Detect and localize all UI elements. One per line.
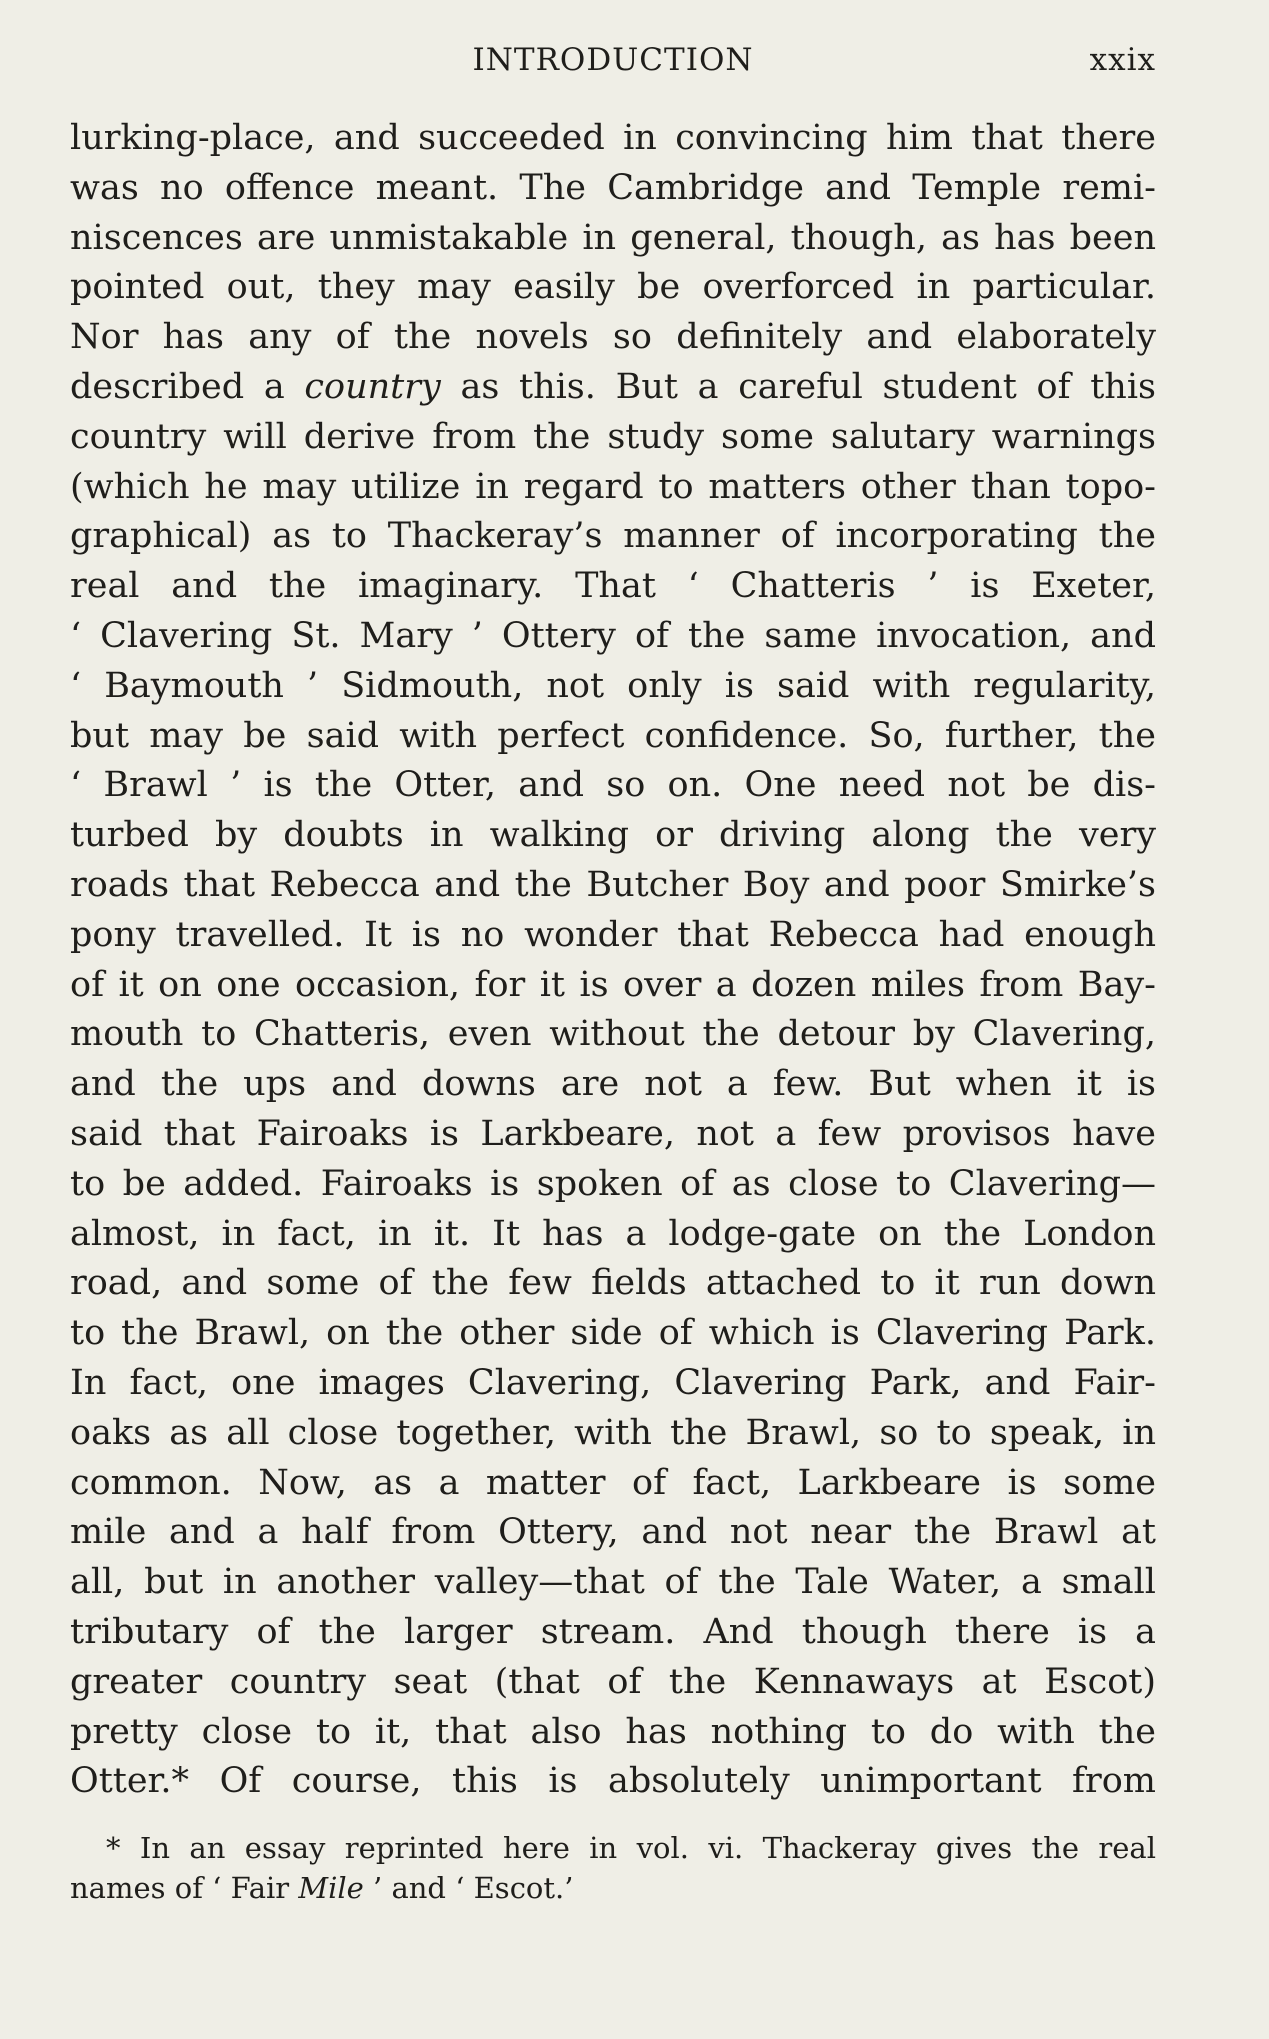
text-line: and the ups and downs are not a few. But when it is	[70, 1064, 1156, 1105]
text-line: common. Now, as a matter of fact, Larkbeare is some	[70, 1462, 1156, 1503]
text-line: pretty close to it, that also has nothing to do with the	[70, 1711, 1156, 1752]
text-line: real and the imaginary. That ‘ Chatteris ’ is Exeter,	[70, 566, 1156, 607]
text-line	[70, 363, 1156, 413]
text-line: to the Brawl, on the other side of which is Clavering Park.	[70, 1313, 1156, 1354]
italic-word: country	[304, 366, 441, 407]
footnote-fragment: names of ‘ Fair	[70, 1871, 290, 1905]
text-line: pointed out, they may easily be overforced in particular.	[70, 267, 1156, 308]
footnote-line	[70, 1868, 1156, 1908]
text-fragment: described a	[70, 366, 285, 407]
text-line: niscences are unmistakable in general, though, as has been	[70, 217, 1156, 258]
text-line: roads that Rebecca and the Butcher Boy and poor Smirke’s	[70, 864, 1156, 905]
text-line: ‘ Clavering St. Mary ’ Ottery of the same invocation, and	[70, 615, 1156, 656]
running-title: INTRODUCTION	[472, 42, 754, 78]
text-line: graphical) as to Thackeray’s manner of incorporating the	[70, 516, 1156, 557]
text-line: but may be said with perfect confidence. So, further, the	[70, 715, 1156, 756]
text-line: greater country seat (that of the Kennaways at Escot)	[70, 1661, 1156, 1702]
text-line: pony travelled. It is no wonder that Rebecca had enough	[70, 914, 1156, 955]
text-line: all, but in another valley—that of the Tale Water, a small	[70, 1562, 1156, 1603]
text-line: Nor has any of the novels so definitely and elaborately	[70, 317, 1156, 358]
text-line: of it on one occasion, for it is over a dozen miles from Bay-	[70, 964, 1156, 1005]
footnote-fragment: ’ and ‘ Escot.’	[373, 1871, 574, 1905]
text-line: turbed by doubts in walking or driving along the very	[70, 815, 1156, 856]
running-head	[70, 40, 1156, 84]
text-line: Otter.* Of course, this is absolutely unimportant from	[70, 1761, 1156, 1802]
text-line: In fact, one images Clavering, Clavering Park, and Fair-	[70, 1362, 1156, 1403]
text-fragment: as this. But a careful student of this	[460, 366, 1156, 407]
text-line: ‘ Brawl ’ is the Otter, and so on. One need not be dis-	[70, 765, 1156, 806]
text-line: tributary of the larger stream. And though there is a	[70, 1611, 1156, 1652]
text-line: ‘ Baymouth ’ Sidmouth, not only is said with regularity,	[70, 665, 1156, 706]
text-line: almost, in fact, in it. It has a lodge-gate on the London	[70, 1213, 1156, 1254]
body-text	[70, 114, 1156, 1807]
text-line: road, and some of the few fields attached to it run down	[70, 1263, 1156, 1304]
text-line: country will derive from the study some salutary warnings	[70, 416, 1156, 457]
text-line: was no offence meant. The Cambridge and Temple remi-	[70, 167, 1156, 208]
footnote	[70, 1828, 1156, 1908]
footnote-italic-word: Mile	[298, 1871, 364, 1905]
text-line: to be added. Fairoaks is spoken of as close to Clavering—	[70, 1163, 1156, 1204]
text-line: mouth to Chatteris, even without the detour by Clavering,	[70, 1014, 1156, 1055]
text-line: (which he may utilize in regard to matters other than topo-	[70, 466, 1156, 507]
text-line: said that Fairoaks is Larkbeare, not a few provisos have	[70, 1113, 1156, 1154]
text-line: lurking-place, and succeeded in convincing him that there	[70, 118, 1156, 158]
text-line: mile and a half from Ottery, and not near the Brawl at	[70, 1512, 1156, 1553]
page-number: xxix	[1089, 42, 1156, 78]
footnote-line: * In an essay reprinted here in vol. vi. Thackeray gives the real	[106, 1831, 1156, 1865]
text-line: oaks as all close together, with the Brawl, so to speak, in	[70, 1412, 1156, 1453]
